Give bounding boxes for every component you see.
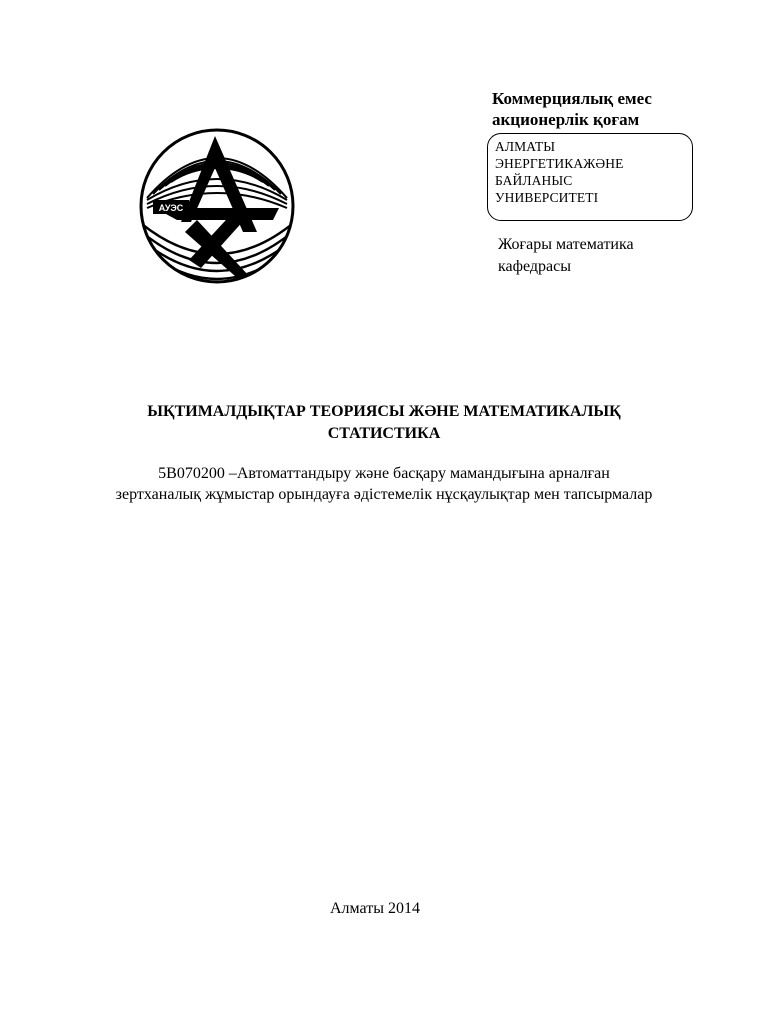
department-line-2: кафедрасы (498, 258, 571, 275)
title-line-2: СТАТИСТИКА (327, 425, 441, 442)
department-name (498, 234, 698, 278)
logo-text: АУЭС (158, 203, 184, 213)
subtitle-line-1: 5В070200 –Автоматтандыру және басқару мамандығына арналған (158, 465, 610, 482)
organization-heading (492, 88, 722, 130)
aues-emblem-icon (137, 128, 297, 284)
department-line-1: Жоғары математика (498, 236, 634, 253)
city-year: Алматы 2014 (330, 900, 420, 917)
university-name-box (487, 133, 693, 221)
document-subtitle (60, 463, 708, 505)
document-title (60, 401, 708, 445)
university-line-4: УНИВЕРСИТЕТІ (495, 190, 599, 205)
university-line-2: ЭНЕРГЕТИКАЖӘНЕ (495, 156, 624, 171)
university-line-3: БАЙЛАНЫС (495, 173, 573, 188)
subtitle-line-2: зертханалық жұмыстар орындауға әдістемелік нұсқаулықтар мен тапсырмалар (115, 486, 653, 503)
org-line-2: акционерлік қоғам (492, 110, 640, 129)
title-line-1: ЫҚТИМАЛДЫҚТАР ТЕОРИЯСЫ ЖӘНЕ МАТЕМАТИКАЛЫҚ (147, 403, 621, 420)
org-line-1: Коммерциялық емес (492, 89, 652, 108)
university-line-1: АЛМАТЫ (495, 139, 556, 154)
